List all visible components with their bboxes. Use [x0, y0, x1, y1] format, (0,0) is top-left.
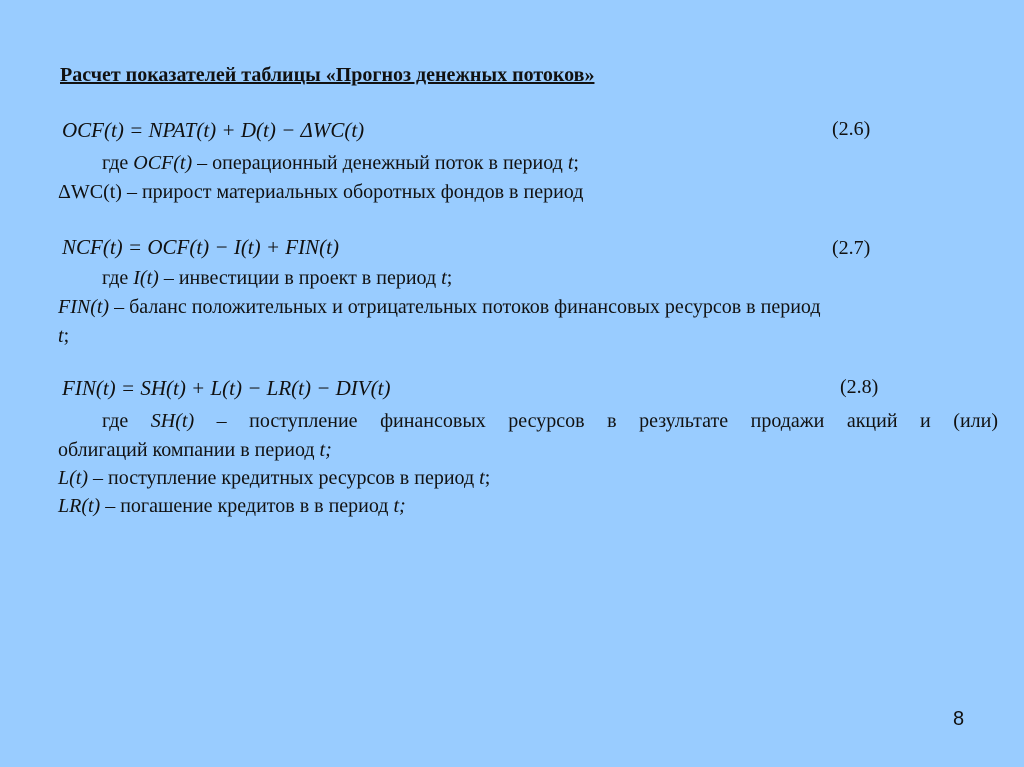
equation-number-2-6: (2.6): [832, 118, 871, 140]
equation-number-2-8: (2.8): [840, 376, 879, 398]
definition-sh-continuation: [58, 439, 988, 462]
definition-fin: [58, 296, 988, 319]
definition-term: LR(t): [58, 495, 101, 517]
definition-variable: t;: [319, 439, 332, 461]
definition-i: [102, 267, 1024, 290]
definition-sh: [102, 410, 998, 433]
definition-text: – погашение кредитов в в период: [100, 495, 394, 517]
definition-prefix: где: [102, 267, 134, 289]
definition-variable: t: [441, 267, 447, 289]
definition-variable: t: [479, 467, 485, 489]
definition-text: – операционный денежный поток в период: [192, 152, 568, 174]
definition-term: I(t): [133, 267, 159, 289]
definition-end: ;: [446, 267, 453, 289]
slide-title: Расчет показателей таблицы «Прогноз денежных потоков»: [60, 64, 595, 86]
formula-2-8: FIN(t) = SH(t) + L(t) − LR(t) − DIV(t): [62, 376, 391, 400]
definition-fin-continuation: [58, 325, 988, 348]
definition-text: – баланс положительных и отрицательных потоков финансовых ресурсов в период: [109, 296, 821, 318]
definition-term: FIN(t): [58, 296, 110, 318]
definition-text: – инвестиции в проект в период: [158, 267, 442, 289]
definition-term: OCF(t): [133, 152, 193, 174]
equation-number-2-7: (2.7): [832, 237, 871, 259]
definition-ocf: [102, 152, 1024, 175]
definition-text: – прирост материальных оборотных фондов в период: [121, 181, 584, 203]
formula-2-7: NCF(t) = OCF(t) − I(t) + FIN(t): [62, 235, 339, 259]
definition-variable: t;: [393, 495, 406, 517]
page-number: 8: [953, 708, 965, 730]
formula-2-6: OCF(t) = NPAT(t) + D(t) − ΔWC(t): [62, 118, 365, 142]
definition-term: L(t): [58, 467, 88, 489]
definition-l: [58, 467, 988, 490]
definition-text: – поступление кредитных ресурсов в период: [88, 467, 480, 489]
definition-prefix: где: [102, 410, 151, 432]
definition-end: ;: [63, 325, 70, 347]
definition-dwc: [58, 181, 988, 204]
definition-end: ;: [573, 152, 579, 174]
definition-variable: t: [58, 325, 64, 347]
definition-variable: t: [567, 152, 574, 174]
definition-term: ΔWC(t): [58, 181, 122, 203]
definition-term: SH(t): [150, 410, 195, 432]
definition-text: – поступление финансовых ресурсов в результате продажи акций и (или): [194, 410, 998, 432]
definition-lr: [58, 495, 988, 518]
definition-text: облигаций компании в период: [58, 439, 320, 461]
definition-end: ;: [484, 467, 491, 489]
definition-prefix: где: [102, 152, 134, 174]
